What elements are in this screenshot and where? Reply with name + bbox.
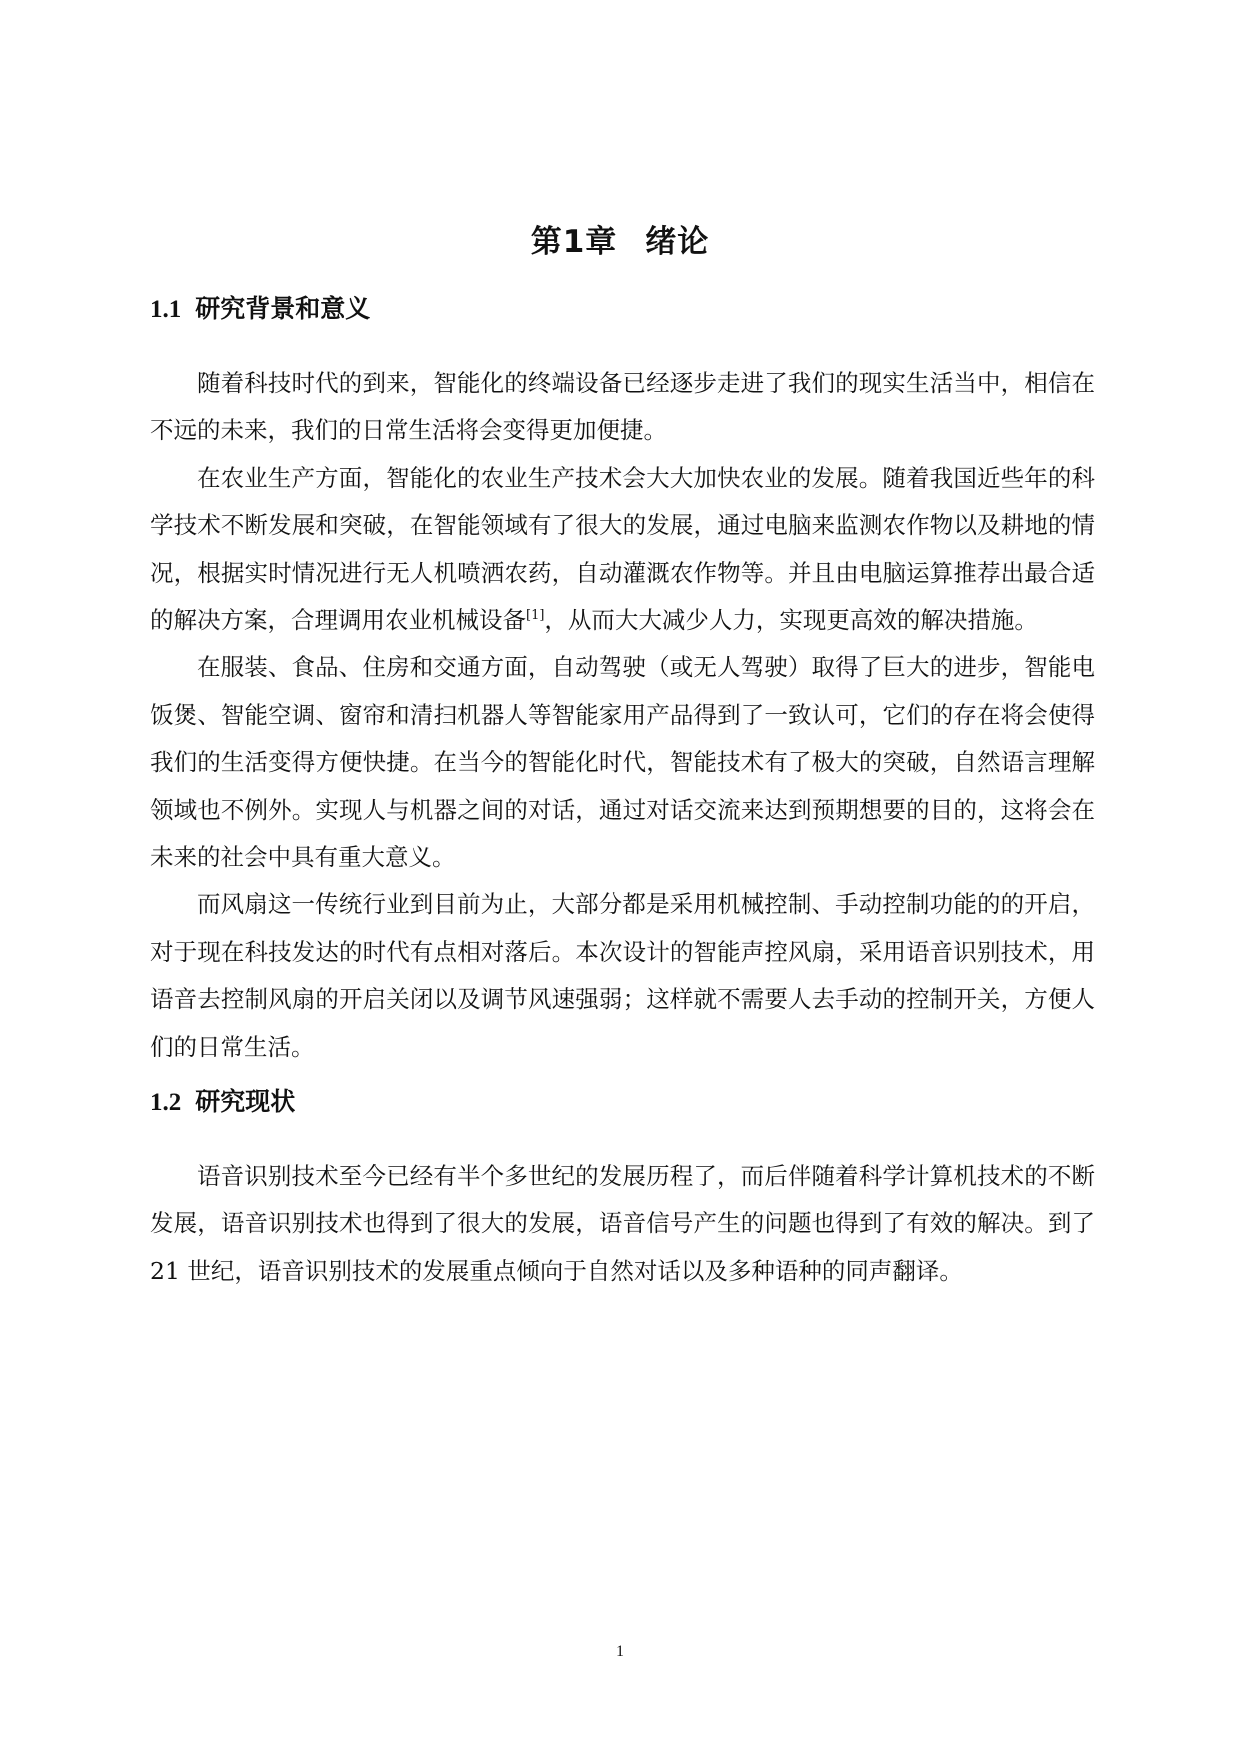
section-1-2-body [150, 1153, 1095, 1295]
section-heading-1-2 [150, 1085, 295, 1120]
section-number: 1.2 [150, 1089, 182, 1116]
section-1-1-body [150, 360, 1095, 1071]
section-number: 1.1 [150, 296, 182, 323]
citation-marker: [1] [526, 608, 545, 624]
paragraph [150, 455, 1095, 645]
section-title: 研究现状 [195, 1087, 296, 1116]
chapter-name: 绪论 [645, 224, 710, 260]
chapter-suffix: 章 [585, 224, 618, 260]
paragraph-text: ，从而大大减少人力，实现更高效的解决措施。 [544, 606, 1038, 635]
section-heading-1-1 [150, 292, 370, 327]
chapter-prefix: 第 [530, 224, 563, 260]
section-title: 研究背景和意义 [195, 294, 371, 323]
page-number: 1 [616, 1643, 624, 1660]
paragraph: 语音识别技术至今已经有半个多世纪的发展历程了，而后伴随着科学计算机技术的不断发展，语音识别技术也得到了很大的发展，语音信号产生的问题也得到了有效的解决。到了 21 世纪，语音识别技术的发展重点倾向于自然对话以及多种语种的同声翻译。 [150, 1162, 1095, 1285]
paragraph: 随着科技时代的到来，智能化的终端设备已经逐步走进了我们的现实生活当中，相信在不远的未来，我们的日常生活将会变得更加便捷。 [150, 369, 1095, 445]
paragraph: 而风扇这一传统行业到目前为止，大部分都是采用机械控制、手动控制功能的的开启，对于现在科技发达的时代有点相对落后。本次设计的智能声控风扇，采用语音识别技术，用语音去控制风扇的开启关闭以及调节风速强弱；这样就不需要人去手动的控制开关，方便人们的日常生活。 [150, 890, 1095, 1061]
paragraph: 在服装、食品、住房和交通方面，自动驾驶（或无人驾驶）取得了巨大的进步，智能电饭煲、智能空调、窗帘和清扫机器人等智能家用产品得到了一致认可，它们的存在将会使得我们的生活变得方便快捷。在当今的智能化时代，智能技术有了极大的突破，自然语言理解领域也不例外。实现人与机器之间的对话，通过对话交流来达到预期想要的目的，这将会在未来的社会中具有重大意义。 [150, 653, 1095, 872]
paragraph-text: 在农业生产方面，智能化的农业生产技术会大大加快农业的发展。随着我国近些年的科学技术不断发展和突破，在智能领域有了很大的发展，通过电脑来监测农作物以及耕地的情况，根据实时情况进行无人机喷洒农药，自动灌溉农作物等。并且由电脑运算推荐出最合适的解决方案，合理调用农业机械设备 [150, 463, 1095, 635]
chapter-number: 1 [562, 224, 586, 260]
chapter-title [0, 222, 1240, 262]
